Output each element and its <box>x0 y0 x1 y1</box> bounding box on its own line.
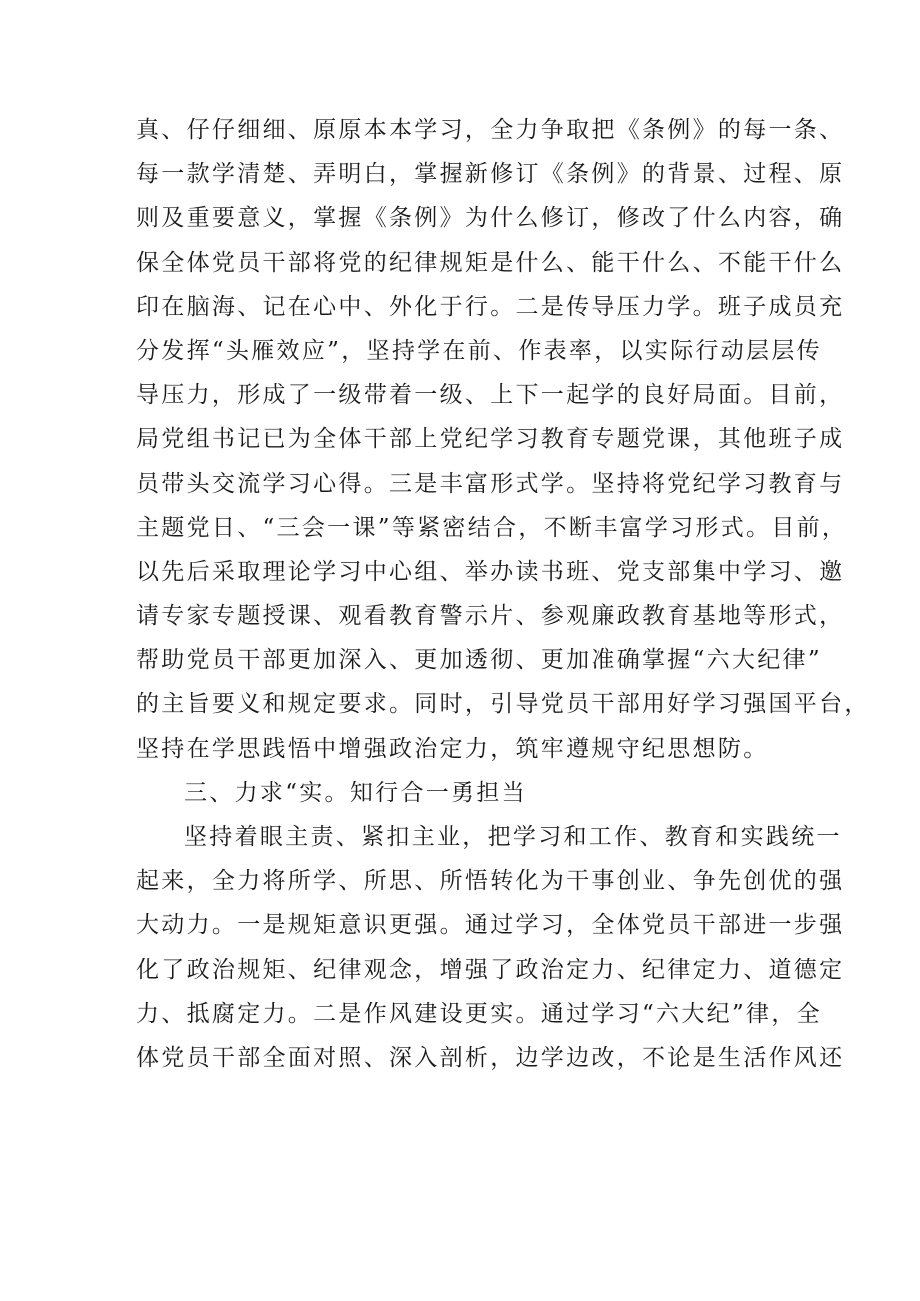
text-line: 大动力。一是规矩意识更强。通过学习，全体党员干部进一步强 <box>136 912 845 939</box>
text-line: 坚持在学思践悟中增强政治定力，筑牢遵规守纪思想防。 <box>136 735 769 762</box>
text-line: 局党组书记已为全体干部上党纪学习教育专题党课，其他班子成 <box>136 426 845 453</box>
text-line: 化了政治规矩、纪律观念，增强了政治定力、纪律定力、道德定 <box>136 956 845 983</box>
document-body <box>136 108 870 1080</box>
text-line: 分发挥“头雁效应”，坚持学在前、作表率，以实际行动层层传 <box>136 337 822 364</box>
text-line: 帮助党员干部更加深入、更加透彻、更加准确掌握“六大纪律” <box>136 647 822 674</box>
text-line: 员带头交流学习心得。三是丰富形式学。坚持将党纪学习教育与 <box>136 470 845 497</box>
text-line: 保全体党员干部将党的纪律规矩是什么、能干什么、不能干什么 <box>136 249 845 276</box>
text-line: 导压力，形成了一级带着一级、上下一起学的良好局面。目前， <box>136 382 845 409</box>
text-line: 力、抵腐定力。二是作风建设更实。通过学习“六大纪”律，全 <box>136 1000 822 1027</box>
text-line: 印在脑海、记在心中、外化于行。二是传导压力学。班子成员充 <box>136 293 845 320</box>
text-line: 体党员干部全面对照、深入剖析，边学边改，不论是生活作风还 <box>136 1044 845 1071</box>
text-line: 则及重要意义，掌握《条例》为什么修订，修改了什么内容，确 <box>136 205 845 232</box>
text-line-indented: 坚持着眼主责、紧扣主业，把学习和工作、教育和实践统一 <box>184 824 842 850</box>
text-line-indented: 三、力求“实。知行合一勇担当 <box>184 779 527 806</box>
text-line: 真、仔仔细细、原原本本学习，全力争取把《条例》的每一条、 <box>136 117 845 143</box>
text-line: 起来，全力将所学、所思、所悟转化为干事创业、争先创优的强 <box>136 868 845 895</box>
text-line: 每一款学清楚、弄明白，掌握新修订《条例》的背景、过程、原 <box>136 161 845 188</box>
text-line: 的主旨要义和规定要求。同时，引导党员干部用好学习强国平台， <box>136 691 870 718</box>
text-line: 请专家专题授课、观看教育警示片、参观廉政教育基地等形式， <box>136 603 845 630</box>
text-line: 以先后采取理论学习中心组、举办读书班、党支部集中学习、邀 <box>136 558 845 585</box>
text-line: 主题党日、“三会一课”等紧密结合，不断丰富学习形式。目前， <box>136 514 848 541</box>
